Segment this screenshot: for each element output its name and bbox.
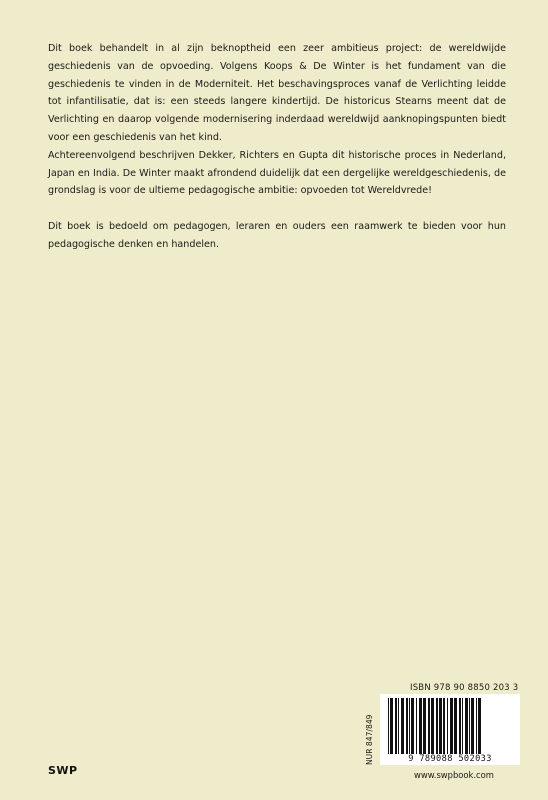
barcode-bar <box>471 698 474 754</box>
blurb-paragraph-2: Achtereenvolgend beschrijven Dekker, Richters en Gupta dit historische proces in Nederland, Japan en India. De Winter maakt afrondend duidelijk dat een dergelijke wereldgeschiedenis, de grondslag is voor de ultieme pedagogische ambitie: opvoeden tot Wereldvrede! <box>48 149 506 197</box>
barcode-bar <box>469 698 470 754</box>
barcode-bar <box>443 698 445 754</box>
barcode-digits: 9 789088 502033 <box>380 754 520 765</box>
publisher-logo: SWP <box>48 764 78 777</box>
barcode-bar <box>450 698 453 754</box>
barcode-bar <box>419 698 422 754</box>
barcode-bar <box>401 698 404 754</box>
barcode-bar <box>398 698 399 754</box>
barcode-bar <box>462 698 463 754</box>
blurb-paragraph-1: Dit boek behandelt in al zijn beknoptheid een zeer ambitieus project: de wereldwijde geschiedenis van de opvoeding. Volgens Koops & De Winter is het fundament van die geschiedenis te vinden in de Moderniteit. Het beschavingsproces vanaf de Verlichting leidde tot infantilisatie, dat is: een steeds langere kindertijd. De historicus Stearns meent dat de Verlichting en daarop volgende modernisering inderdaad wereldwijd aanknopingspunten biedt voor een geschiedenis van het kind. <box>48 43 506 143</box>
barcode-bar <box>423 698 426 754</box>
barcode-bar <box>459 698 461 754</box>
barcode-bar <box>428 698 430 754</box>
isbn-label: ISBN 978 90 8850 203 3 <box>410 683 519 693</box>
barcode-bar <box>406 698 408 754</box>
blurb-paragraph-3: Dit boek is bedoeld om pedagogen, leraren en ouders een raamwerk te bieden voor hun pedagogische denken en handelen. <box>48 221 506 250</box>
back-cover-blurb <box>48 40 506 254</box>
barcode-bar <box>395 698 397 754</box>
barcode-bar <box>411 698 414 754</box>
barcode-bar <box>476 698 477 754</box>
barcode-bar <box>388 698 389 754</box>
barcode-bar <box>478 698 481 754</box>
barcode-bar <box>431 698 434 754</box>
publisher-website: www.swpbook.com <box>414 770 494 780</box>
barcode-bar <box>454 698 457 754</box>
barcode-bar <box>465 698 468 754</box>
nur-code: NUR 847/849 <box>365 714 374 765</box>
barcode-bar <box>439 698 442 754</box>
barcode-bar <box>436 698 438 754</box>
barcode-bar <box>409 698 410 754</box>
barcode-bar <box>390 698 393 754</box>
barcode-bar <box>416 698 417 754</box>
barcode-bar <box>447 698 448 754</box>
barcode-bars-icon <box>380 694 520 756</box>
